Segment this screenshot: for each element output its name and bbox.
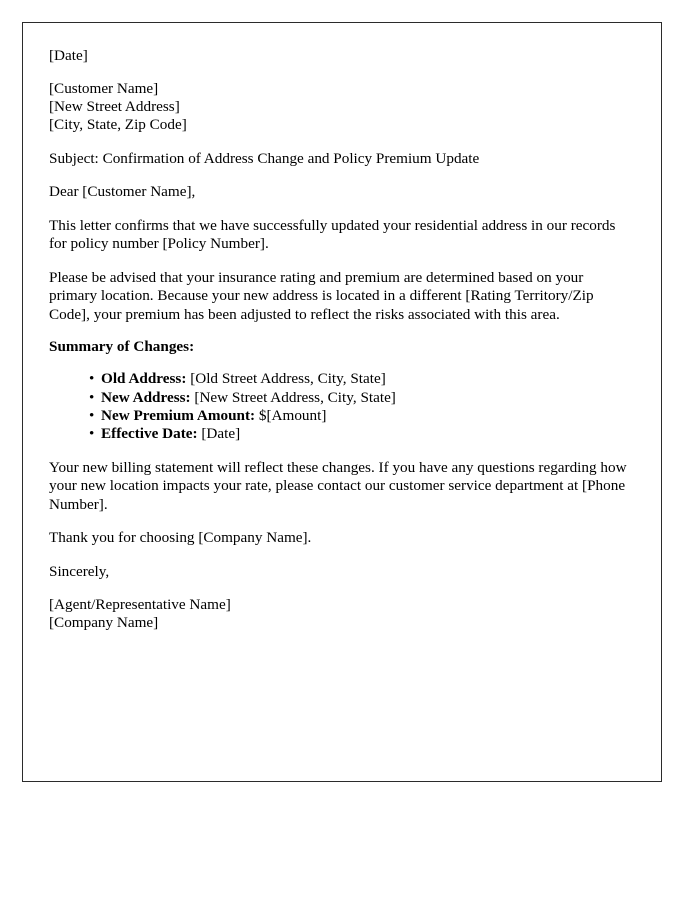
body-paragraph-1: This letter confirms that we have successfully updated your residential address in our records for policy number [Policy Number]. — [49, 216, 616, 253]
list-item — [89, 425, 627, 443]
company-name: [Company Name] — [49, 614, 159, 632]
spacer — [49, 65, 627, 80]
closing-salutation: Sincerely, — [49, 562, 110, 580]
change-value: $[Amount] — [258, 406, 327, 424]
change-label: New Address: — [101, 388, 191, 406]
recipient-address-block — [49, 80, 627, 135]
change-value: [Old Street Address, City, State] — [190, 370, 386, 388]
letter-date: [Date] — [49, 47, 88, 64]
summary-changes-list — [49, 370, 627, 444]
list-item — [89, 370, 627, 388]
subject-line: Subject: Confirmation of Address Change and Policy Premium Update — [49, 149, 480, 167]
spacer — [49, 202, 627, 217]
change-label: Effective Date: — [101, 425, 198, 443]
recipient-street: [New Street Address] — [49, 98, 180, 116]
spacer — [49, 356, 627, 370]
salutation: Dear [Customer Name], — [49, 183, 196, 201]
change-value: [Date] — [201, 425, 241, 443]
list-item — [89, 407, 627, 425]
change-label: Old Address: — [101, 370, 187, 388]
document-page-frame — [22, 22, 662, 782]
list-item — [89, 389, 627, 407]
change-label: New Premium Amount: — [101, 406, 256, 424]
spacer — [49, 514, 627, 529]
summary-of-changes-heading: Summary of Changes: — [49, 338, 195, 356]
letter-content — [49, 47, 627, 633]
spacer — [49, 324, 627, 338]
spacer — [49, 254, 627, 269]
recipient-name: [Customer Name] — [49, 80, 159, 97]
recipient-city-state-zip: [City, State, Zip Code] — [49, 116, 187, 134]
body-paragraph-4: Thank you for choosing [Company Name]. — [49, 529, 312, 547]
agent-name: [Agent/Representative Name] — [49, 596, 231, 614]
body-paragraph-2: Please be advised that your insurance rating and premium are determined based on your primary location. Because your new address is located in a different [Rating Territory/Zip Code], your premium has been adjusted to reflect the risks associated with this area. — [49, 268, 594, 323]
spacer — [49, 581, 627, 596]
spacer — [49, 444, 627, 459]
signature-block — [49, 596, 627, 632]
spacer — [49, 548, 627, 563]
body-paragraph-3: Your new billing statement will reflect these changes. If you have any questions regarding how your new location impacts your rate, please contact our customer service department at [Phone Number]. — [49, 458, 627, 513]
spacer — [49, 135, 627, 150]
change-value: [New Street Address, City, State] — [194, 388, 396, 406]
spacer — [49, 168, 627, 183]
